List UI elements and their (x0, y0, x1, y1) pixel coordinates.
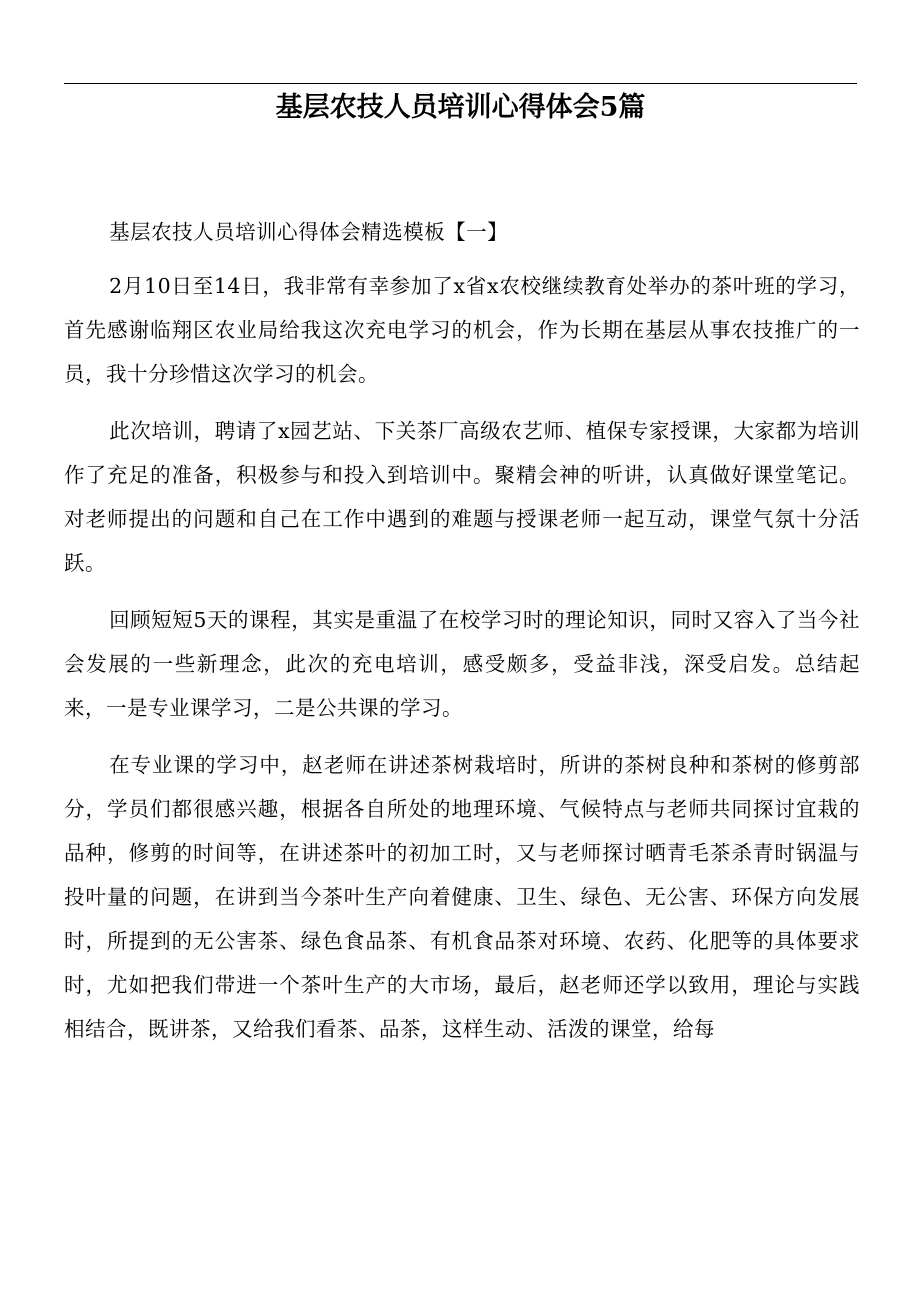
header-rule (64, 83, 857, 84)
paragraph-2: 此次培训，聘请了x园艺站、下关茶厂高级农艺师、植保专家授课，大家都为培训作了充足的准备，积极参与和投入到培训中。聚精会神的听讲，认真做好课堂笔记。对老师提出的问题和自己在工作中遇到的难题与授课老师一起互动，课堂气氛十分活跃。 (64, 419, 860, 575)
paragraph-4: 在专业课的学习中，赵老师在讲述茶树栽培时，所讲的茶树良种和茶树的修剪部分，学员们都很感兴趣，根据各自所处的地理环境、气候特点与老师共同探讨宜栽的品种，修剪的时间等，在讲述茶叶的初加工时，又与老师探讨晒青毛茶杀青时锅温与投叶量的问题，在讲到当今茶叶生产向着健康、卫生、绿色、无公害、环保方向发展时，所提到的无公害茶、绿色食品茶、有机食品茶对环境、农药、化肥等的具体要求时，尤如把我们带进一个茶叶生产的大市场，最后，赵老师还学以致用，理论与实践相结合，既讲茶，又给我们看茶、品茶，这样生动、活泼的课堂，给每 (64, 753, 860, 1041)
paragraph-3: 回顾短短5天的课程，其实是重温了在校学习时的理论知识，同时又容入了当今社会发展的一些新理念，此次的充电培训，感受颇多，受益非浅，深受启发。总结起来，一是专业课学习，二是公共课的学习。 (64, 608, 860, 720)
section-heading: 基层农技人员培训心得体会精选模板【一】 (109, 220, 509, 244)
document-title: 基层农技人员培训心得体会5篇 (275, 92, 646, 123)
document-body (64, 210, 860, 1064)
paragraph-1: 2月10日至14日，我非常有幸参加了x省x农校继续教育处举办的茶叶班的学习，首先感谢临翔区农业局给我这次充电学习的机会，作为长期在基层从事农技推广的一员，我十分珍惜这次学习的机会。 (64, 274, 860, 386)
